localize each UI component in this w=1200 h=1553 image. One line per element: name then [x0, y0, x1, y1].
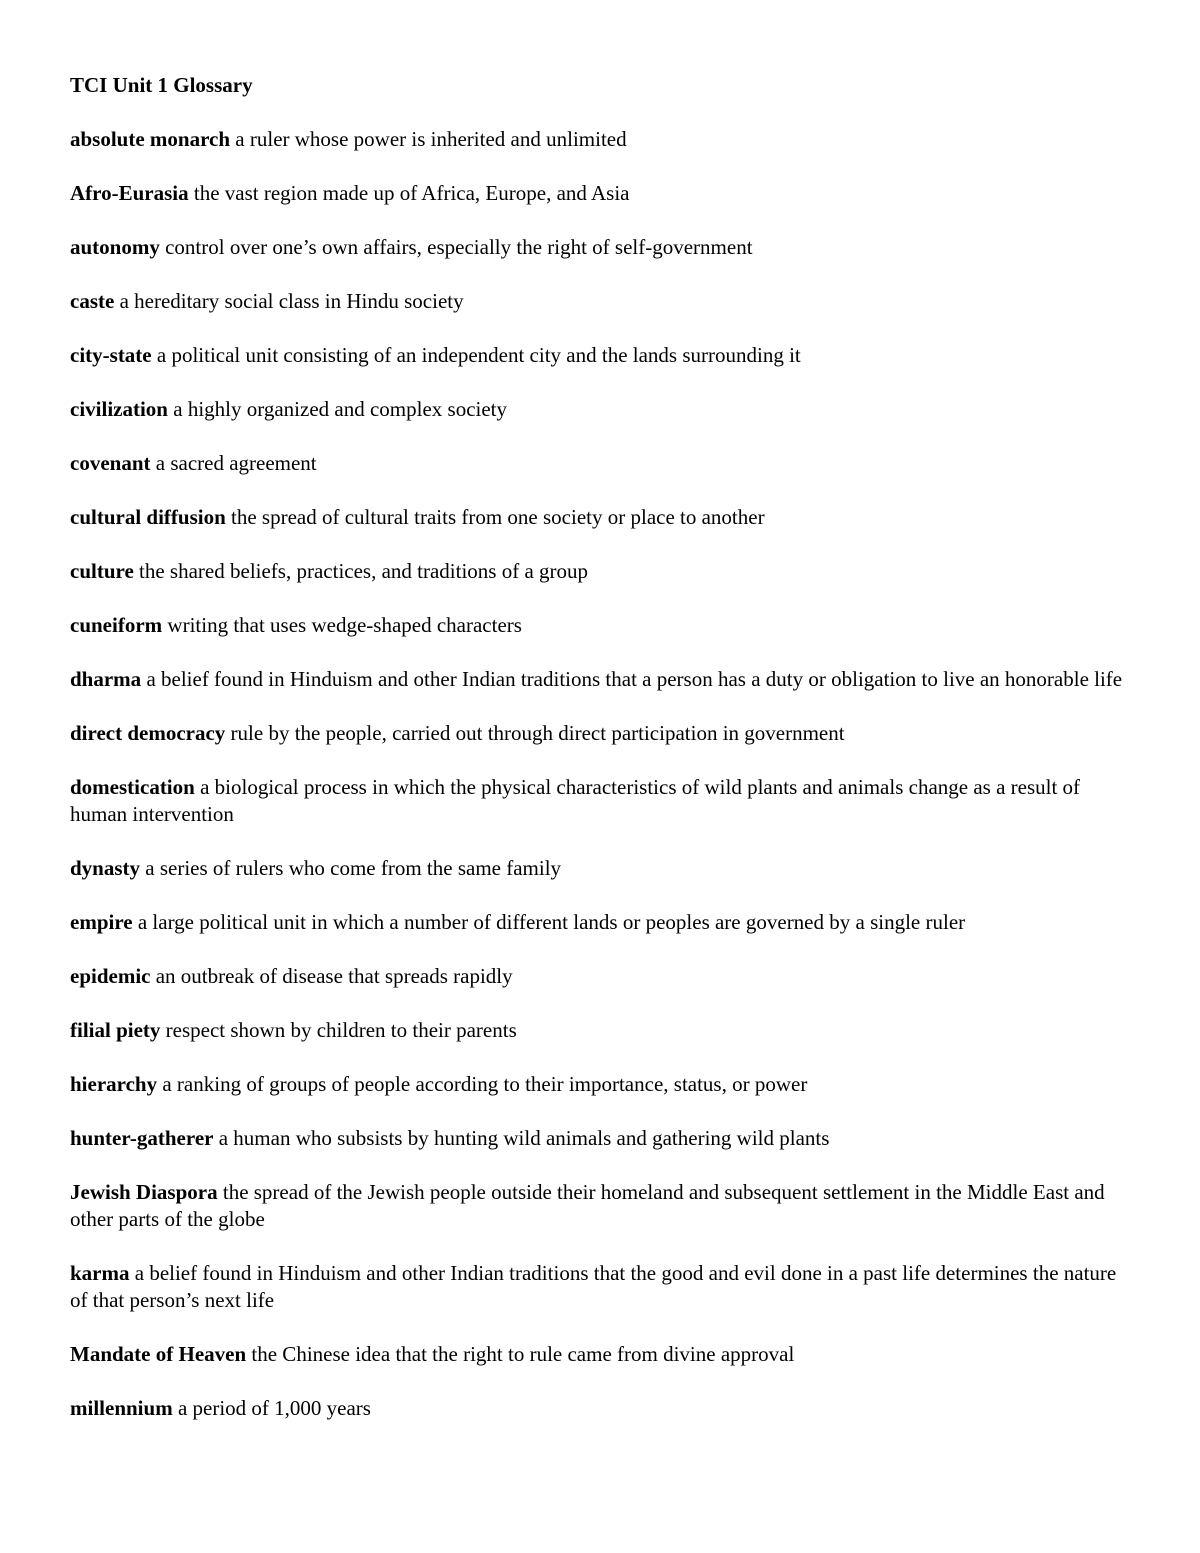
glossary-definition: a highly organized and complex society [173, 397, 508, 421]
page-title: TCI Unit 1 Glossary [70, 73, 253, 97]
glossary-term: karma [70, 1261, 130, 1285]
glossary-definition: a series of rulers who come from the same family [145, 856, 562, 880]
glossary-entry [70, 1071, 1130, 1098]
glossary-entry [70, 1260, 1130, 1314]
glossary-definition: a belief found in Hinduism and other Indian traditions that the good and evil done in a past life determines the nature of that person’s next life [70, 1261, 1117, 1312]
glossary-entry [70, 774, 1130, 828]
glossary-definition: the spread of cultural traits from one society or place to another [231, 505, 765, 529]
glossary-entry [70, 450, 1130, 477]
glossary-definition: the spread of the Jewish people outside their homeland and subsequent settlement in the Middle East and other parts of the globe [70, 1180, 1105, 1231]
glossary-term: cultural diffusion [70, 505, 226, 529]
glossary-definition: a large political unit in which a number of different lands or peoples are governed by a single ruler [137, 910, 966, 934]
glossary-entry [70, 1017, 1130, 1044]
glossary-page [70, 72, 1130, 1449]
glossary-entry [70, 909, 1130, 936]
glossary-term: filial piety [70, 1018, 161, 1042]
glossary-entry [70, 855, 1130, 882]
glossary-term: Mandate of Heaven [70, 1342, 247, 1366]
glossary-term: hierarchy [70, 1072, 158, 1096]
glossary-definition: a political unit consisting of an independent city and the lands surrounding it [156, 343, 801, 367]
glossary-entry [70, 1179, 1130, 1233]
glossary-term: absolute monarch [70, 127, 231, 151]
glossary-entry [70, 342, 1130, 369]
glossary-entry [70, 666, 1130, 693]
glossary-term: dynasty [70, 856, 141, 880]
glossary-entry [70, 126, 1130, 153]
glossary-definition: the vast region made up of Africa, Europe, and Asia [193, 181, 630, 205]
glossary-term: millennium [70, 1396, 173, 1420]
glossary-entry [70, 720, 1130, 747]
glossary-entry [70, 963, 1130, 990]
glossary-entry [70, 180, 1130, 207]
glossary-entry [70, 234, 1130, 261]
glossary-term: direct democracy [70, 721, 226, 745]
glossary-entry [70, 612, 1130, 639]
glossary-term: domestication [70, 775, 195, 799]
glossary-term: Afro-Eurasia [70, 181, 189, 205]
glossary-definition: respect shown by children to their parents [165, 1018, 517, 1042]
glossary-term: epidemic [70, 964, 151, 988]
glossary-definition: a ruler whose power is inherited and unlimited [235, 127, 627, 151]
glossary-entry [70, 1125, 1130, 1152]
glossary-entry [70, 1395, 1130, 1422]
glossary-definition: a period of 1,000 years [177, 1396, 371, 1420]
glossary-definition: an outbreak of disease that spreads rapidly [155, 964, 513, 988]
glossary-definition: a ranking of groups of people according to their importance, status, or power [162, 1072, 808, 1096]
glossary-definition: writing that uses wedge-shaped characters [167, 613, 522, 637]
glossary-entry [70, 396, 1130, 423]
glossary-term: dharma [70, 667, 142, 691]
glossary-term: hunter-gatherer [70, 1126, 214, 1150]
glossary-entry [70, 288, 1130, 315]
glossary-term: empire [70, 910, 133, 934]
glossary-definition: control over one’s own affairs, especially the right of self-government [165, 235, 753, 259]
glossary-definition: a human who subsists by hunting wild animals and gathering wild plants [218, 1126, 830, 1150]
glossary-term: autonomy [70, 235, 160, 259]
glossary-term: Jewish Diaspora [70, 1180, 218, 1204]
glossary-entry [70, 558, 1130, 585]
glossary-entry [70, 504, 1130, 531]
glossary-definition: a belief found in Hinduism and other Indian traditions that a person has a duty or obligation to live an honorable life [146, 667, 1123, 691]
glossary-definition: the shared beliefs, practices, and traditions of a group [139, 559, 589, 583]
glossary-term: culture [70, 559, 134, 583]
glossary-term: civilization [70, 397, 168, 421]
glossary-term: city-state [70, 343, 152, 367]
glossary-definition: the Chinese idea that the right to rule came from divine approval [251, 1342, 795, 1366]
glossary-definition: a hereditary social class in Hindu society [119, 289, 464, 313]
glossary-definition: a sacred agreement [155, 451, 317, 475]
glossary-term: cuneiform [70, 613, 163, 637]
glossary-entry [70, 1341, 1130, 1368]
glossary-definition: a biological process in which the physical characteristics of wild plants and animals change as a result of human intervention [70, 775, 1081, 826]
glossary-term: caste [70, 289, 115, 313]
glossary-definition: rule by the people, carried out through direct participation in government [230, 721, 845, 745]
glossary-term: covenant [70, 451, 151, 475]
